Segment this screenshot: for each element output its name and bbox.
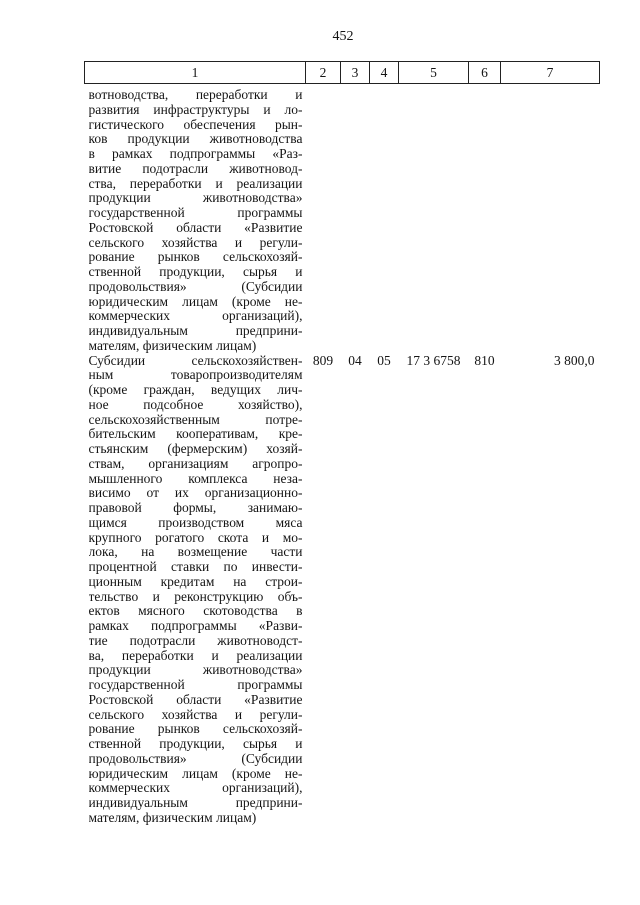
text-line: ствам, организациям агропро-	[88, 456, 303, 471]
text-line: коммерческих организаций),	[88, 781, 303, 796]
text-line: тие подотрасли животноводст-	[88, 633, 303, 648]
text-line: государственной программы	[88, 206, 303, 220]
text-line: рамках подпрограммы «Разви-	[88, 619, 303, 633]
text-line: лока, на возмещение части	[88, 545, 303, 560]
header-row	[85, 62, 600, 84]
text-line: щимся производством мяса	[88, 515, 303, 530]
table-row	[85, 354, 600, 826]
page-number: 452	[332, 29, 354, 44]
cell-code-2	[306, 84, 341, 354]
table-body	[85, 84, 600, 826]
text-line: Субсидии сельскохозяйствен-	[88, 353, 303, 368]
cell-code-5	[399, 84, 469, 354]
text-line: вотноводства, переработки и	[88, 88, 303, 102]
column-header-3: 3	[341, 62, 370, 84]
text-line: продукции животноводства»	[88, 191, 303, 206]
text-line: Ростовской области «Развитие	[88, 692, 303, 707]
text-line: сельского хозяйства и регули-	[88, 707, 303, 722]
text-line: Ростовской области «Развитие	[88, 220, 303, 235]
text-line: (кроме граждан, ведущих лич-	[88, 383, 303, 397]
column-header-1: 1	[85, 62, 306, 84]
text-line: стьянским (фермерским) хозяй-	[88, 442, 303, 456]
cell-code-2: 809	[312, 352, 334, 368]
cell-description	[85, 354, 306, 826]
cell-code-6: 810	[474, 352, 495, 368]
text-line: ектов мясного скотоводства в	[88, 604, 303, 619]
text-line: рование рынков сельскохозяй-	[88, 722, 303, 737]
text-line: юридическим лицам (кроме не-	[88, 294, 303, 309]
budget-table	[84, 61, 600, 826]
cell-description	[85, 84, 306, 354]
text-line: коммерческих организаций),	[88, 309, 303, 324]
text-line: развития инфраструктуры и ло-	[88, 102, 303, 117]
text-line: ное подсобное хозяйство),	[88, 397, 303, 412]
text-line: крупного рогатого скота и мо-	[88, 530, 303, 545]
column-header-7: 7	[501, 62, 600, 84]
text-line: ства, переработки и реализации	[88, 176, 303, 191]
cell-code-3	[341, 84, 370, 354]
text-line: ным товаропроизводителям	[88, 368, 303, 383]
cell-code-6	[469, 84, 501, 354]
text-line: процентной ставки по инвести-	[88, 560, 303, 574]
text-line: ционным кредитам на строи-	[88, 574, 303, 589]
table-row	[85, 84, 600, 354]
text-line: правовой формы, занимаю-	[88, 501, 303, 515]
cell-code-3: 04	[348, 352, 362, 368]
column-header-2: 2	[306, 62, 341, 84]
text-line: в рамках подпрограммы «Раз-	[88, 147, 303, 161]
text-line: продукции животноводства»	[88, 663, 303, 678]
text-line: витие подотрасли животновод-	[88, 161, 303, 176]
table-header	[85, 62, 600, 84]
text-line: мателям, физическим лицам)	[88, 810, 257, 825]
text-line: государственной программы	[88, 678, 303, 692]
text-line: сельскохозяйственным потре-	[88, 412, 303, 427]
text-line: ственной продукции, сырья и	[88, 737, 303, 751]
text-line: индивидуальным предприни-	[88, 324, 303, 338]
column-header-5: 5	[399, 62, 469, 84]
text-line: висимо от их организационно-	[88, 486, 303, 501]
cell-code-4: 05	[377, 352, 391, 368]
column-header-6: 6	[469, 62, 501, 84]
text-line: продовольствия» (Субсидии	[88, 279, 303, 294]
cell-amount	[501, 84, 600, 354]
column-header-4: 4	[370, 62, 399, 84]
text-line: рование рынков сельскохозяй-	[88, 250, 303, 265]
text-line: мышленного комплекса неза-	[88, 471, 303, 486]
text-line: гистического обеспечения рын-	[88, 117, 303, 132]
text-line: ва, переработки и реализации	[88, 648, 303, 663]
text-line: ственной продукции, сырья и	[88, 265, 303, 279]
cell-code-4	[370, 84, 399, 354]
text-line: продовольствия» (Субсидии	[88, 751, 303, 766]
text-line: мателям, физическим лицам)	[88, 338, 257, 353]
text-line: ков продукции животноводства	[88, 132, 303, 147]
text-line: тельство и реконструкцию объ-	[88, 589, 303, 604]
cell-amount: 3 800,0	[554, 352, 595, 368]
text-line: юридическим лицам (кроме не-	[88, 766, 303, 781]
text-line: бительским кооперативам, кре-	[88, 427, 303, 442]
cell-code-5: 17 3 6758	[406, 352, 461, 368]
text-line: сельского хозяйства и регули-	[88, 235, 303, 250]
text-line: индивидуальным предприни-	[88, 796, 303, 810]
